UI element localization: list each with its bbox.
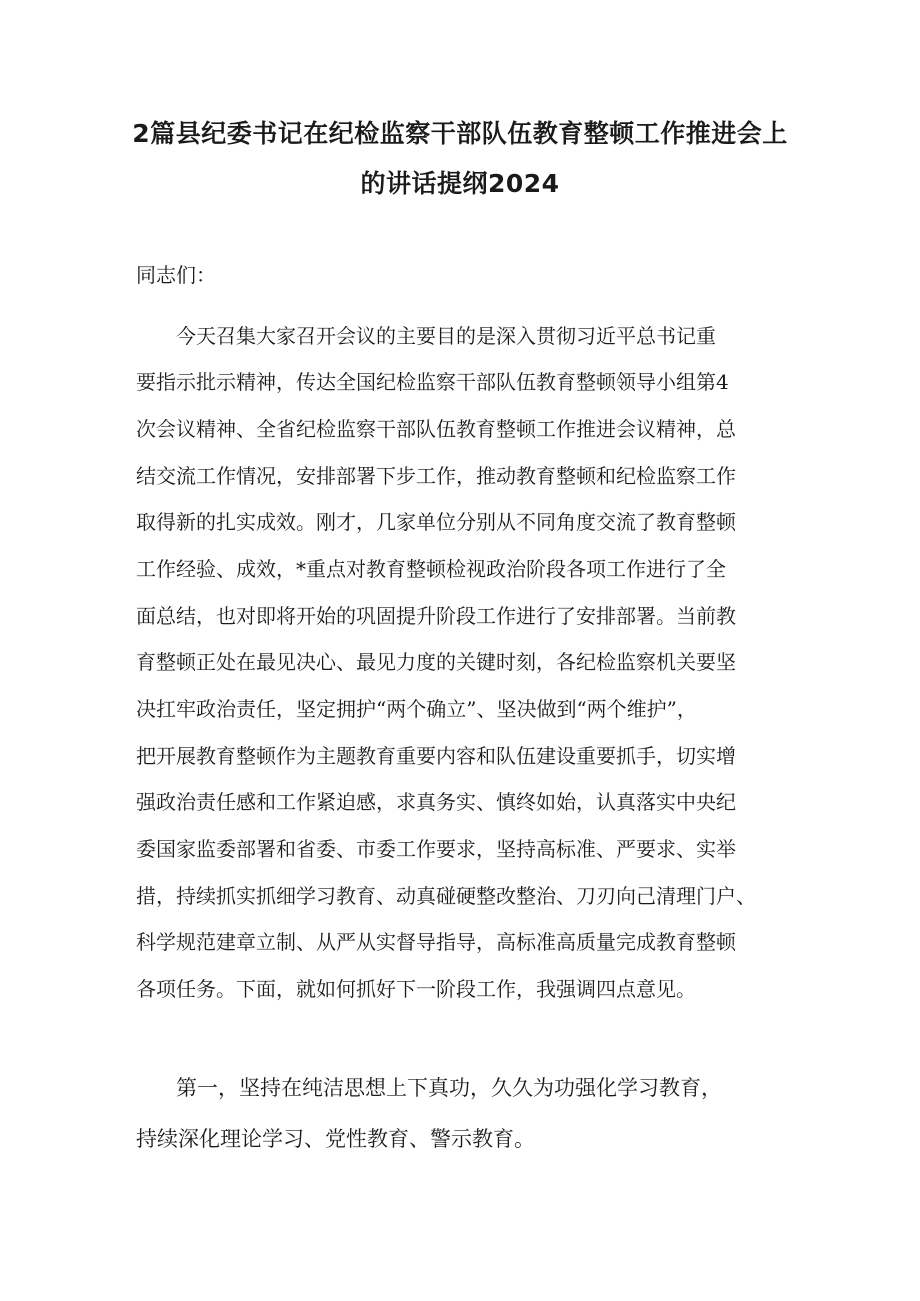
paragraph-1-line: 要指示批示精神，传达全国纪检监察干部队伍教育整顿领导小组第4	[136, 370, 729, 394]
paragraph-2-line: 持续深化理论学习、党性教育、警示教育。	[136, 1127, 535, 1151]
paragraph-1-line: 各项任务。下面，就如何抓好下一阶段工作，我强调四点意见。	[136, 977, 696, 1001]
paragraph-1-line: 强政治责任感和工作紧迫感，求真务实、慎终如始，认真落实中央纪	[136, 790, 736, 814]
paragraph-1-line: 育整顿正处在最见决心、最见力度的关键时刻，各纪检监察机关要坚	[136, 650, 736, 674]
paragraph-1-line: 面总结，也对即将开始的巩固提升阶段工作进行了安排部署。当前教	[136, 604, 736, 628]
paragraph-1-line: 结交流工作情况，安排部署下步工作，推动教育整顿和纪检监察工作	[136, 464, 736, 488]
paragraph-1-line: 科学规范建章立制、从严从实督导指导，高标准高质量完成教育整顿	[136, 930, 736, 954]
document-title-line-2: 的讲话提纲2024	[360, 169, 560, 198]
paragraph-1-line: 决扛牢政治责任，坚定拥护“两个确立”、坚决做到“两个维护”，	[136, 697, 697, 721]
paragraph-1-line: 今天召集大家召开会议的主要目的是深入贯彻习近平总书记重	[176, 324, 716, 348]
salutation: 同志们：	[136, 263, 216, 287]
document-title-line-1: 2篇县纪委书记在纪检监察干部队伍教育整顿工作推进会上	[132, 119, 788, 148]
paragraph-2-line: 第一，坚持在纯洁思想上下真功，久久为功强化学习教育，	[176, 1076, 722, 1100]
paragraph-1-line: 次会议精神、全省纪检监察干部队伍教育整顿工作推进会议精神，总	[136, 417, 736, 441]
paragraph-1-line: 把开展教育整顿作为主题教育重要内容和队伍建设重要抓手，切实增	[136, 744, 736, 768]
paragraph-1-line: 措，持续抓实抓细学习教育、动真碰硬整改整治、刀刃向己清理门户、	[136, 884, 756, 908]
paragraph-1-line: 取得新的扎实成效。刚才，几家单位分别从不同角度交流了教育整顿	[136, 510, 736, 534]
paragraph-1-line: 工作经验、成效，*重点对教育整顿检视政治阶段各项工作进行了全	[136, 557, 726, 581]
paragraph-1-line: 委国家监委部署和省委、市委工作要求，坚持高标准、严要求、实举	[136, 837, 736, 861]
